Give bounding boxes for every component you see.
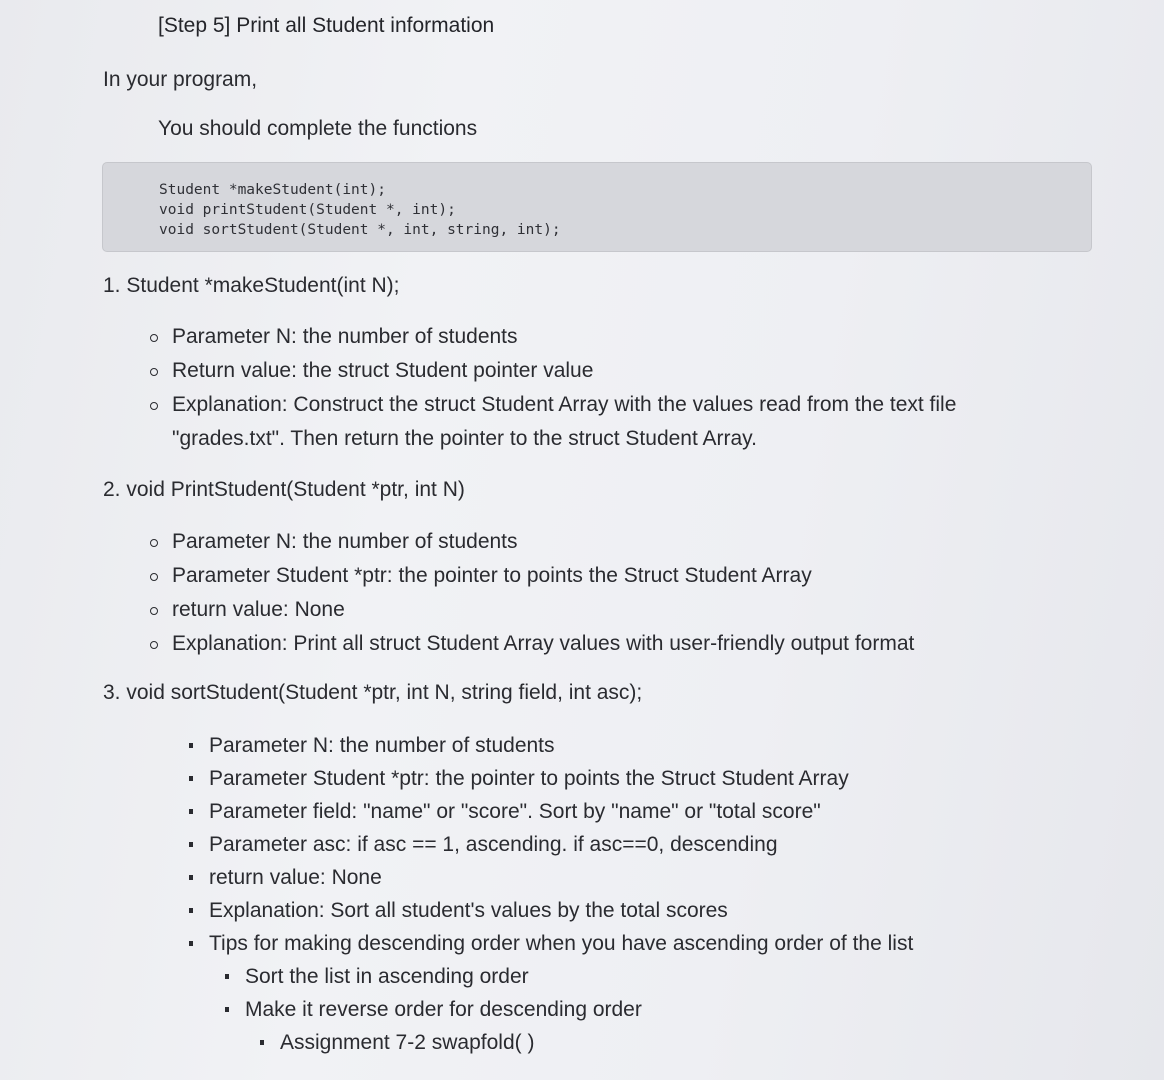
section-1-heading: 1. Student *makeStudent(int N); bbox=[103, 274, 400, 297]
list-item: Explanation: Print all struct Student Array values with user-friendly output format bbox=[172, 627, 914, 661]
list-item: Make it reverse order for descending order bbox=[245, 993, 642, 1026]
list-item: Parameter asc: if asc == 1, ascending. if asc==0, descending bbox=[209, 828, 913, 861]
square-bullet-icon bbox=[225, 974, 229, 979]
section-3-heading: 3. void sortStudent(Student *ptr, int N, string field, int asc); bbox=[103, 681, 643, 704]
circle-bullet-icon bbox=[150, 641, 158, 649]
square-bullet-icon bbox=[189, 941, 193, 946]
list-item: Parameter Student *ptr: the pointer to points the Struct Student Array bbox=[172, 559, 914, 593]
section-2-heading: 2. void PrintStudent(Student *ptr, int N) bbox=[103, 478, 465, 501]
list-item: Parameter N: the number of students bbox=[209, 729, 913, 762]
step-title: [Step 5] Print all Student information bbox=[158, 14, 495, 37]
list-item: Explanation: Construct the struct Student Array with the values read from the text file "grades.txt". Then return the pointer to the struct Student Array. bbox=[172, 388, 956, 456]
list-item: Parameter field: "name" or "score". Sort by "name" or "total score" bbox=[209, 795, 913, 828]
list-item: Parameter Student *ptr: the pointer to points the Struct Student Array bbox=[209, 762, 913, 795]
square-bullet-icon bbox=[225, 1007, 229, 1012]
section-1-list bbox=[172, 320, 956, 456]
circle-bullet-icon bbox=[150, 402, 158, 410]
code-line: Student *makeStudent(int); bbox=[159, 182, 386, 198]
list-item: Tips for making descending order when you have ascending order of the list bbox=[209, 927, 913, 960]
code-line: void printStudent(Student *, int); bbox=[159, 202, 456, 218]
square-bullet-icon bbox=[189, 776, 193, 781]
tips-list bbox=[245, 960, 642, 1026]
list-item: return value: None bbox=[209, 861, 913, 894]
list-item: Return value: the struct Student pointer value bbox=[172, 354, 956, 388]
section-3-list bbox=[209, 729, 913, 960]
complete-instruction: You should complete the functions bbox=[158, 117, 478, 140]
square-bullet-icon bbox=[189, 908, 193, 913]
section-2-list bbox=[172, 525, 914, 661]
circle-bullet-icon bbox=[150, 573, 158, 581]
square-bullet-icon bbox=[260, 1040, 264, 1045]
intro-text: In your program, bbox=[103, 68, 258, 91]
circle-bullet-icon bbox=[150, 368, 158, 376]
list-item: Parameter N: the number of students bbox=[172, 525, 914, 559]
square-bullet-icon bbox=[189, 809, 193, 814]
circle-bullet-icon bbox=[150, 334, 158, 342]
list-item: Sort the list in ascending order bbox=[245, 960, 642, 993]
list-item: Explanation: Sort all student's values by the total scores bbox=[209, 894, 913, 927]
code-block bbox=[102, 162, 1092, 252]
circle-bullet-icon bbox=[150, 607, 158, 615]
square-bullet-icon bbox=[189, 875, 193, 880]
tip-sub-list bbox=[280, 1026, 534, 1059]
square-bullet-icon bbox=[189, 743, 193, 748]
list-item: return value: None bbox=[172, 593, 914, 627]
circle-bullet-icon bbox=[150, 539, 158, 547]
code-line: void sortStudent(Student *, int, string, int); bbox=[159, 222, 561, 238]
list-item: Assignment 7-2 swapfold( ) bbox=[280, 1026, 534, 1059]
list-item: Parameter N: the number of students bbox=[172, 320, 956, 354]
square-bullet-icon bbox=[189, 842, 193, 847]
